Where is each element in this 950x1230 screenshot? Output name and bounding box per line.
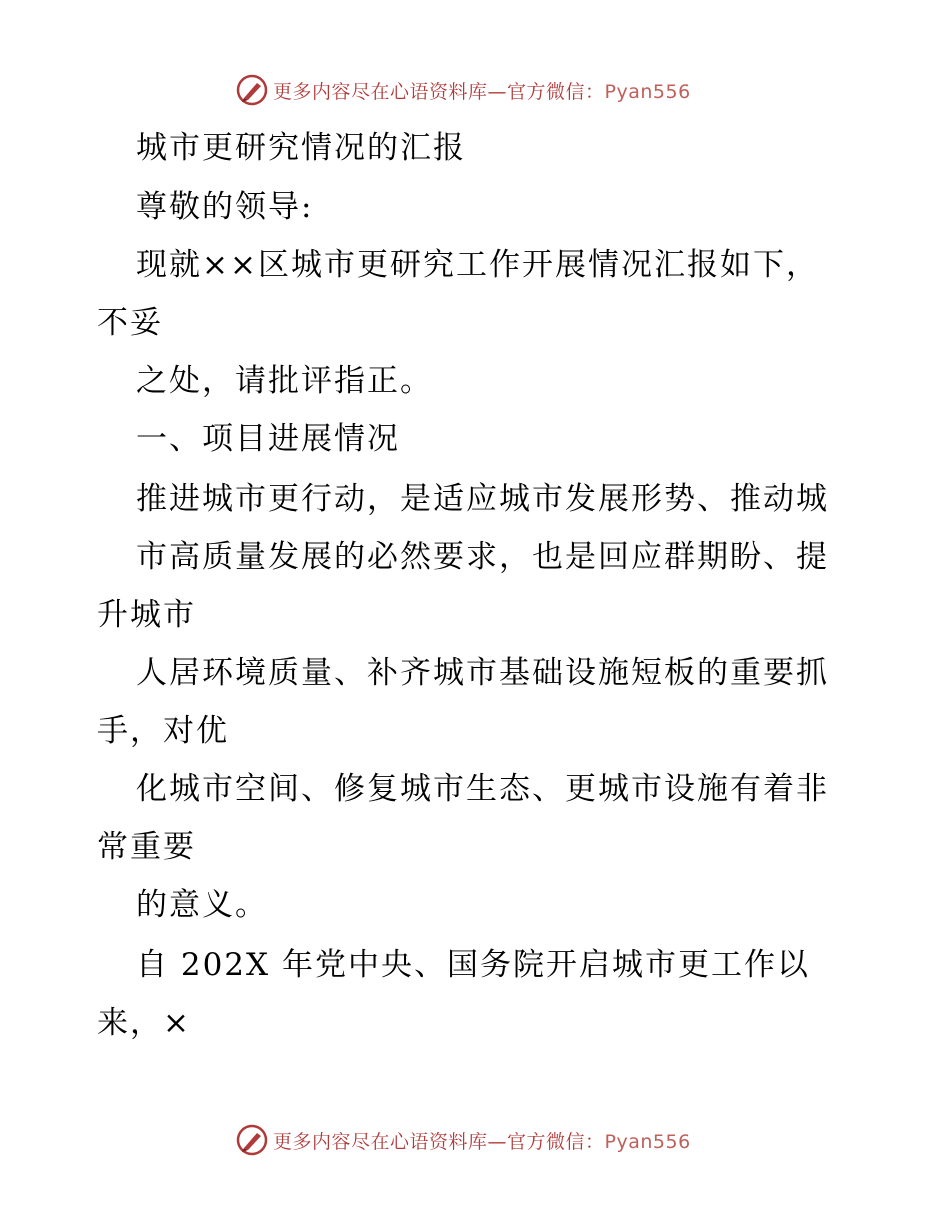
body-line: 的意义。 [136,887,268,923]
body-line: 自 202X 年党中央、国务院开启城市更工作以 [136,947,810,983]
watermark-text: 更多内容尽在心语资料库—官方微信：Pyan556 [273,1130,691,1153]
body-line: 常重要 [97,829,196,865]
body-line: 化城市空间、修复城市生态、更城市设施有着非 [136,771,829,807]
body-line: 手，对优 [97,713,229,749]
wechat-id: Pyan556 [604,80,691,103]
body-line: 之处，请批评指正。 [136,363,433,399]
wechat-id: Pyan556 [604,1130,691,1153]
header-watermark [235,72,691,108]
body-line: 现就××区城市更研究工作开展情况汇报如下， [136,247,819,283]
salutation: 尊敬的领导: [136,189,314,225]
body-line: 市高质量发展的必然要求，也是回应群期盼、提 [136,539,829,575]
section-heading: 一、项目进展情况 [136,421,400,457]
doc-title: 城市更研究情况的汇报 [136,130,466,166]
footer-watermark [235,1122,691,1158]
watermark-text: 更多内容尽在心语资料库—官方微信：Pyan556 [273,80,691,103]
body-line: 不妥 [97,305,163,341]
pen-logo-icon [235,73,269,107]
body-line: 人居环境质量、补齐城市基础设施短板的重要抓 [136,655,829,691]
body-line: 来，× [97,1005,191,1041]
body-line: 推进城市更行动，是适应城市发展形势、推动城 [136,481,829,517]
pen-logo-icon [235,1123,269,1157]
body-line: 升城市 [97,597,196,633]
